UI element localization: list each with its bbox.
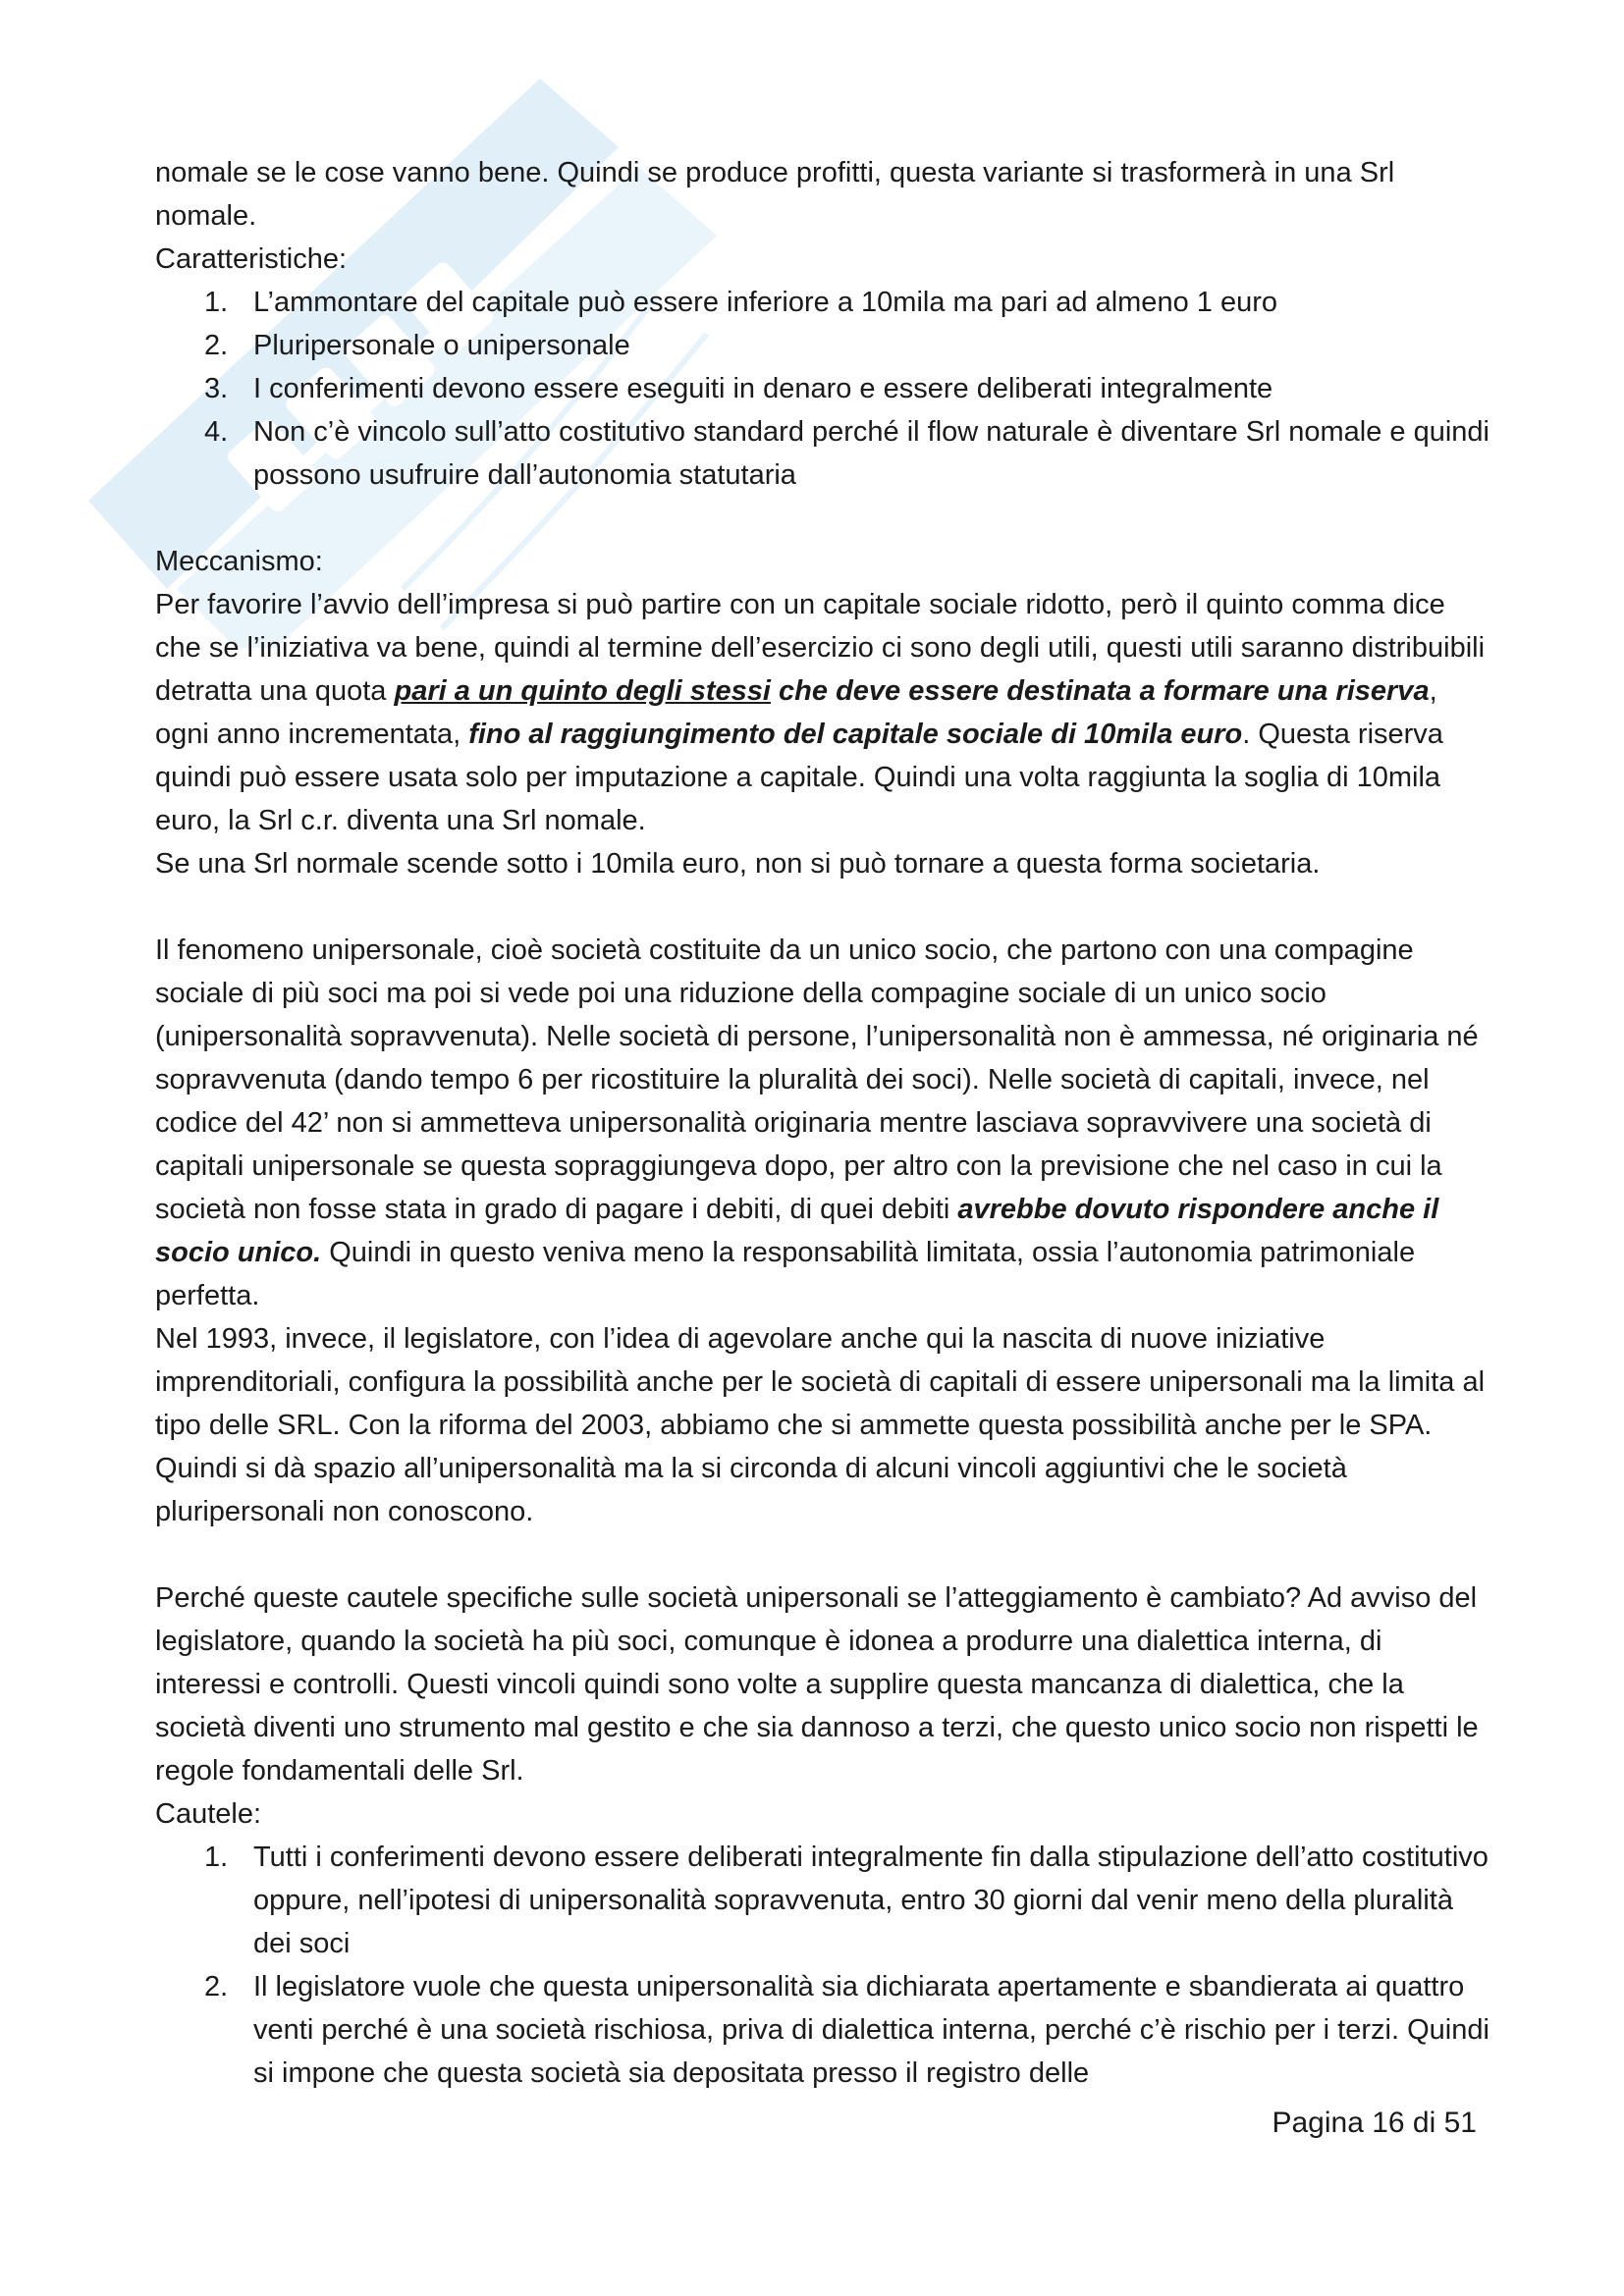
paragraph-unipersonale: [155, 929, 1490, 1317]
list-number: 3.: [204, 373, 229, 404]
list-item-text: L’ammontare del capitale può essere inferiore a 10mila ma pari ad almeno 1 euro: [253, 287, 1277, 318]
paragraph-1993: Nel 1993, invece, il legislatore, con l’idea di agevolare anche qui la nascita di nuove iniziative imprenditoriali, configura la possibilità anche per le società di capitali di essere unipersonali ma la limita al tipo delle SRL. Con la riforma del 2003, abbiamo che si ammette questa possibilità anche per le SPA. Quindi si dà spazio all’unipersonalità ma la si circonda di alcuni vincoli aggiuntivi che le società pluripersonali non conoscono.: [155, 1323, 1486, 1527]
list-item: [155, 410, 1490, 497]
meccanismo-heading: Meccanismo:: [155, 546, 323, 577]
list-item: [155, 367, 1490, 410]
list-number: 1.: [204, 287, 229, 318]
page-number: Pagina 16 di 51: [1272, 2107, 1477, 2139]
emphasis: che deve essere destinata a formare una riserva: [770, 675, 1430, 707]
list-item-text: Il legislatore vuole che questa unipersonalità sia dichiarata apertamente e sbandierata ai quattro venti perché è una società rischiosa, priva di dialettica interna, perché c’è rischio per i terzi. Quindi si impone che questa società sia depositata presso il registro delle: [253, 1971, 1489, 2089]
list-item-text: I conferimenti devono essere eseguiti in denaro e essere deliberati integralmente: [253, 373, 1273, 404]
list-item-text: Pluripersonale o unipersonale: [253, 330, 630, 361]
paragraph-srl-normale: Se una Srl normale scende sotto i 10mila euro, non si può tornare a questa forma societaria.: [155, 848, 1321, 880]
caratteristiche-heading: Caratteristiche:: [155, 243, 348, 275]
emphasis-underlined: pari a un quinto degli stessi: [394, 675, 771, 707]
list-item-text: Tutti i conferimenti devono essere deliberati integralmente fin dalla stipulazione dell’atto costitutivo oppure, nell’ipotesi di unipersonalità sopravvenuta, entro 30 giorni dal venir meno della pluralità dei soci: [253, 1842, 1489, 1959]
text-run: . Questa riserva quindi può essere usata solo per imputazione a capitale. Quindi una volta raggiunta la soglia di 10mila euro, la Srl c.r. diventa una Srl nomale.: [155, 719, 1443, 836]
list-item-text: Non c’è vincolo sull’atto costitutivo standard perché il flow naturale è diventare Srl nomale e quindi possono usufruire dall’autonomia statutaria: [253, 416, 1489, 491]
emphasis: fino al raggiungimento del capitale sociale di 10mila euro: [468, 719, 1243, 750]
cautele-list: [155, 1836, 1490, 2095]
paragraph-cautele-intro: Perché queste cautele specifiche sulle società unipersonali se l’atteggiamento è cambiato? Ad avviso del legislatore, quando la società ha più soci, comunque è idonea a produrre una dialettica interna, di interessi e controlli. Questi vincoli quindi sono volte a supplire questa mancanza di dialettica, che la società diventi uno strumento mal gestito e che sia dannoso a terzi, che questo unico socio non rispetti le regole fondamentali delle Srl.: [155, 1582, 1479, 1787]
list-item: [155, 1965, 1490, 2095]
text-run: , ogni anno incrementata,: [155, 675, 1437, 750]
list-item: [155, 1836, 1490, 1965]
list-number: 2.: [204, 1971, 229, 2002]
paragraph-meccanismo: [155, 583, 1490, 842]
text-run: Per favorire l’avvio dell’impresa si può partire con un capitale sociale ridotto, però il quinto comma dice che se l’iniziativa va bene, quindi al termine dell’esercizio ci sono degli utili, questi utili saranno distribuibili detratta una quota: [155, 589, 1486, 707]
paragraph-intro: nomale se le cose vanno bene. Quindi se produce profitti, questa variante si trasformerà in una Srl nomale.: [155, 157, 1395, 232]
cautele-heading: Cautele:: [155, 1798, 262, 1830]
list-number: 2.: [204, 330, 229, 361]
emphasis: avrebbe dovuto rispondere anche il socio unico.: [155, 1194, 1439, 1268]
list-number: 1.: [204, 1842, 229, 1873]
text-run: Quindi in questo veniva meno la responsabilità limitata, ossia l’autonomia patrimoniale perfetta.: [155, 1237, 1416, 1311]
caratteristiche-list: [155, 281, 1490, 497]
list-item: [155, 281, 1490, 324]
list-number: 4.: [204, 416, 229, 448]
text-run: Il fenomeno unipersonale, cioè società costituite da un unico socio, che partono con una compagine sociale di più soci ma poi si vede poi una riduzione della compagine sociale di un unico socio (unipersonalità sopravvenuta). Nelle società di persone, l’unipersonalità non è ammessa, né originaria né sopravvenuta (dando tempo 6 per ricostituire la pluralità dei soci). Nelle società di capitali, invece, nel codice del 42’ non si ammetteva unipersonalità originaria mentre lasciava sopravvivere una società di capitali unipersonale se questa sopraggiungeva dopo, per altro con la previsione che nel caso in cui la società non fosse stata in grado di pagare i debiti, di quei debiti: [155, 934, 1479, 1225]
page-content: [155, 151, 1490, 2095]
list-item: [155, 324, 1490, 367]
